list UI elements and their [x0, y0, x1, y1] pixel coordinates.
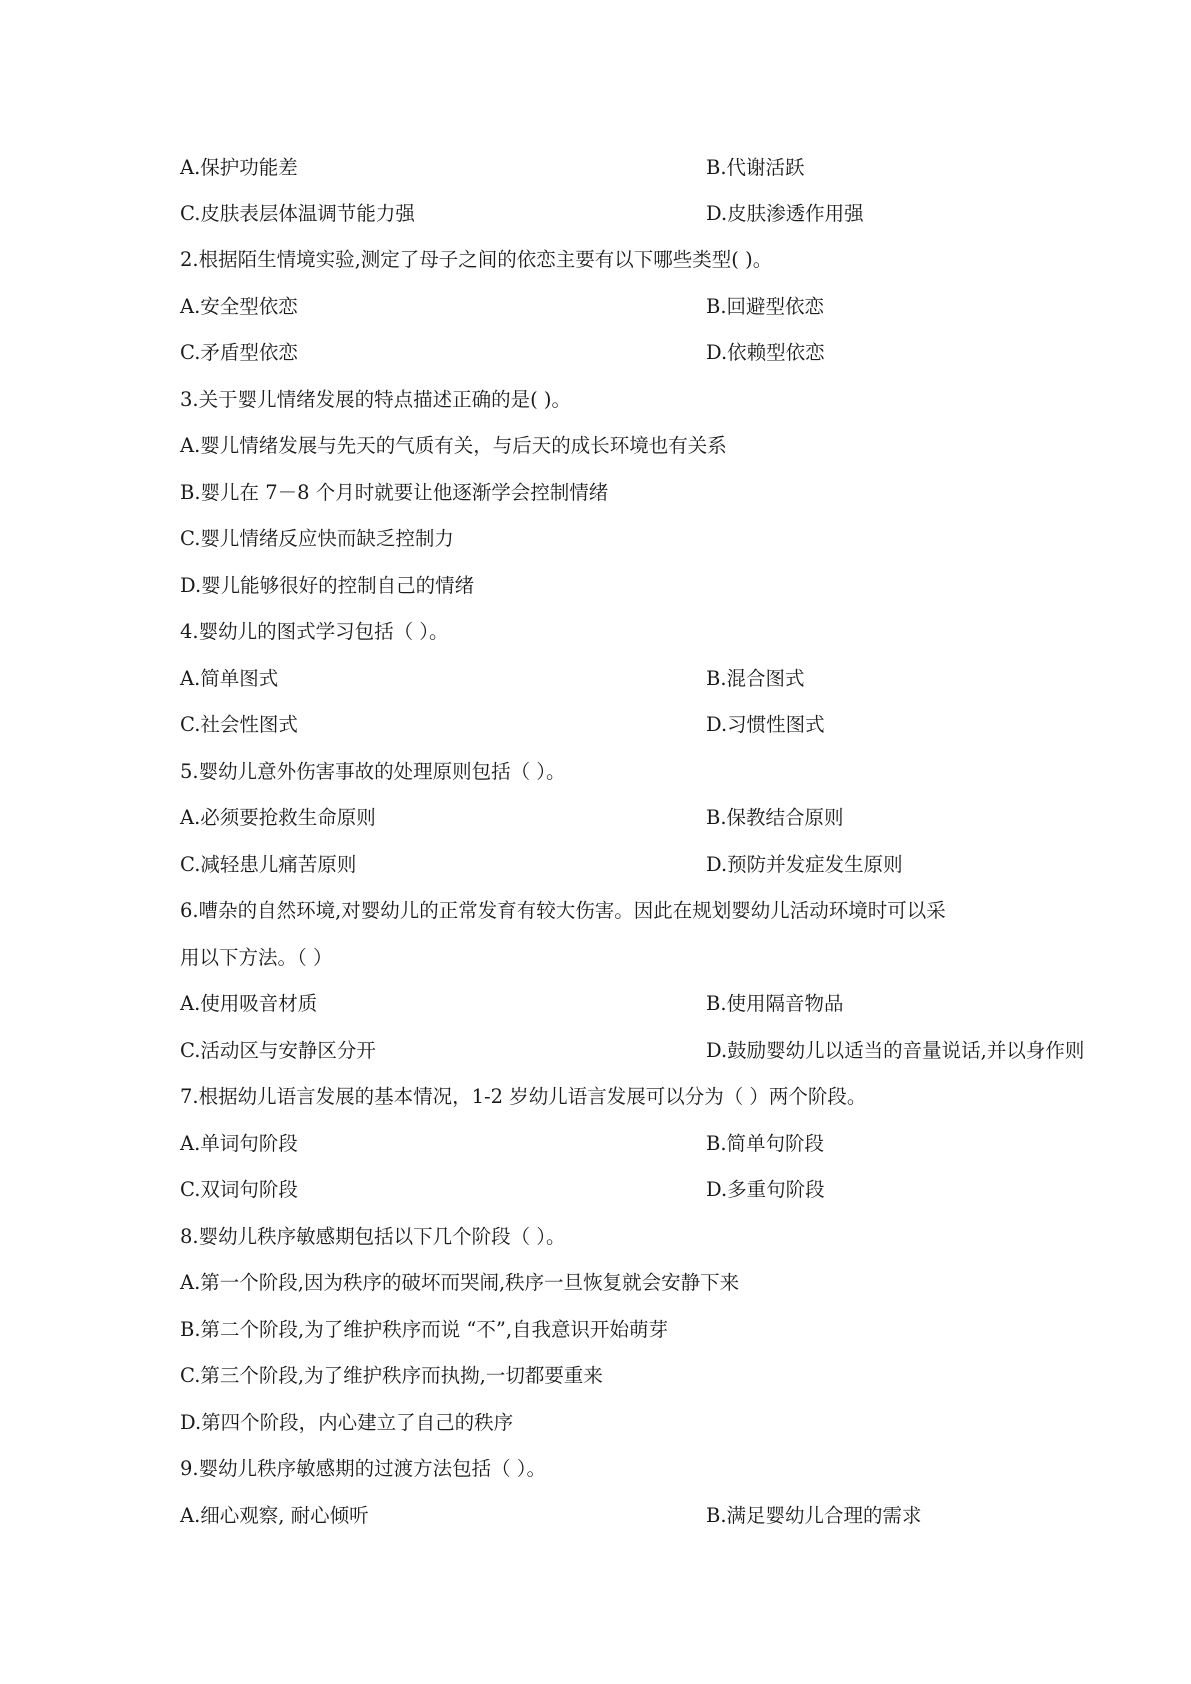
- q7-options-row-1: [180, 1131, 825, 1157]
- q5-option-d: D.预防并发症发生原则: [706, 853, 903, 876]
- q3-option-c: C.婴儿情绪反应快而缺乏控制力: [180, 527, 454, 550]
- q5-option-a: A.必须要抢救生命原则: [180, 806, 376, 829]
- q8-option-d: D.第四个阶段，内心建立了自己的秩序: [180, 1411, 514, 1434]
- q2-option-a: A.安全型依恋: [180, 295, 298, 318]
- q3-stem: 3.关于婴儿情绪发展的特点描述正确的是( )。: [180, 388, 572, 411]
- q6-option-d: D.鼓励婴幼儿以适当的音量说话,并以身作则: [706, 1039, 1085, 1062]
- q2-options-row-2: [180, 340, 825, 366]
- q6-stem-line-2: 用以下方法。（ ）: [180, 946, 333, 969]
- q6-option-a: A.使用吸音材质: [180, 992, 318, 1015]
- q5-options-row-1: [180, 805, 844, 831]
- q4-options-row-1: [180, 666, 805, 692]
- q1-options-row-1: [180, 155, 805, 181]
- q7-option-c: C.双词句阶段: [180, 1178, 298, 1201]
- q3-option-d: D.婴儿能够很好的控制自己的情绪: [180, 574, 475, 597]
- q3-option-a: A.婴儿情绪发展与先天的气质有关，与后天的成长环境也有关系: [180, 434, 727, 457]
- q8-stem: 8.婴幼儿秩序敏感期包括以下几个阶段（ ）。: [180, 1225, 566, 1248]
- q4-option-b: B.混合图式: [706, 667, 805, 690]
- q5-option-b: B.保教结合原则: [706, 806, 844, 829]
- q7-option-a: A.单词句阶段: [180, 1132, 298, 1155]
- q1-option-d: D.皮肤渗透作用强: [706, 202, 864, 225]
- q2-options-row-1: [180, 294, 825, 320]
- q6-options-row-1: [180, 991, 844, 1017]
- q8-option-c: C.第三个阶段,为了维护秩序而执拗,一切都要重来: [180, 1364, 603, 1387]
- q5-stem: 5.婴幼儿意外伤害事故的处理原则包括（ ）。: [180, 760, 566, 783]
- q2-stem: 2.根据陌生情境实验,测定了母子之间的依恋主要有以下哪些类型( )。: [180, 248, 773, 271]
- q2-option-c: C.矛盾型依恋: [180, 341, 298, 364]
- q4-option-a: A.简单图式: [180, 667, 279, 690]
- q6-option-c: C.活动区与安静区分开: [180, 1039, 376, 1062]
- q8-option-b: B.第二个阶段,为了维护秩序而说 “不”,自我意识开始萌芽: [180, 1318, 669, 1341]
- q1-option-a: A.保护功能差: [180, 156, 298, 179]
- q7-stem: 7.根据幼儿语言发展的基本情况，1-2 岁幼儿语言发展可以分为（ ）两个阶段。: [180, 1085, 867, 1108]
- q4-option-d: D.习惯性图式: [706, 713, 825, 736]
- q9-stem: 9.婴幼儿秩序敏感期的过渡方法包括（ ）。: [180, 1457, 547, 1480]
- q9-option-a: A.细心观察, 耐心倾听: [180, 1504, 369, 1527]
- q6-option-b: B.使用隔音物品: [706, 992, 844, 1015]
- q9-options-row-1: [180, 1503, 922, 1529]
- q1-option-c: C.皮肤表层体温调节能力强: [180, 202, 415, 225]
- q7-option-d: D.多重句阶段: [706, 1178, 825, 1201]
- q5-option-c: C.减轻患儿痛苦原则: [180, 853, 357, 876]
- q2-option-b: B.回避型依恋: [706, 295, 825, 318]
- q4-option-c: C.社会性图式: [180, 713, 298, 736]
- q8-option-a: A.第一个阶段,因为秩序的破坏而哭闹,秩序一旦恢复就会安静下来: [180, 1271, 740, 1294]
- q4-options-row-2: [180, 712, 825, 738]
- q6-options-row-2: [180, 1038, 1085, 1064]
- q3-option-b: B.婴儿在 7－8 个月时就要让他逐渐学会控制情绪: [180, 481, 609, 504]
- q9-option-b: B.满足婴幼儿合理的需求: [706, 1504, 922, 1527]
- q2-option-d: D.依赖型依恋: [706, 341, 825, 364]
- q7-options-row-2: [180, 1177, 825, 1203]
- q1-options-row-2: [180, 201, 864, 227]
- q6-stem-line-1: 6.嘈杂的自然环境,对婴幼儿的正常发育有较大伤害。因此在规划婴幼儿活动环境时可以采: [180, 899, 946, 922]
- q1-option-b: B.代谢活跃: [706, 156, 805, 179]
- q4-stem: 4.婴幼儿的图式学习包括（ ）。: [180, 620, 449, 643]
- q7-option-b: B.简单句阶段: [706, 1132, 825, 1155]
- q5-options-row-2: [180, 852, 903, 878]
